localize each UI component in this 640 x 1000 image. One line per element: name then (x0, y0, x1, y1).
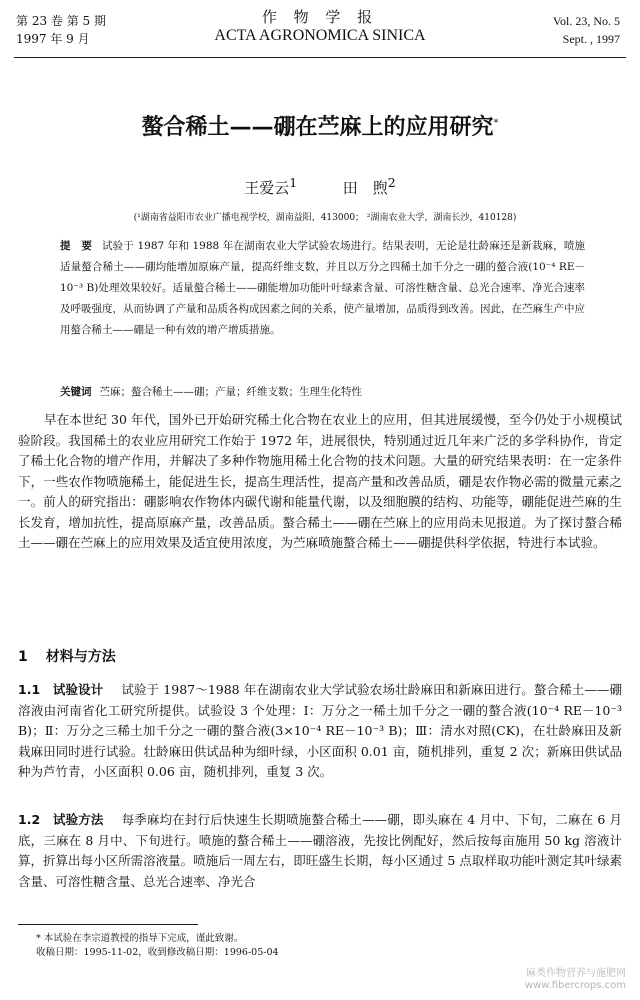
subsection-design (18, 680, 622, 783)
journal-header (0, 0, 640, 60)
intro-paragraph: 早在本世纪 30 年代，国外已开始研究稀土化合物在农业上的应用，但其进展缓慢，至今仍处于小规模试验阶段。我国稀土的农业应用研究工作始于 1972 年，进展很快，特别通过近几年来广泛的多学科协作，肯定了稀土化合物的增产作用，并解决了多种作物施用稀土化合物的技术问题。大量的研究结果表明：在一定条件下，一些农作物喷施稀土，能促进生长，提高生理活性，提高产量和改善品质，硼是农作物必需的微量元素之一。前人的研究指出：硼影响农作物体内碳代谢和能量代谢，以及细胞膜的结构、功能等，硼能促进苎麻的生长发育，增加抗性，提高原麻产量，改善品质。螯合稀土——硼在苎麻上的应用尚未见报道。为了探讨螯合稀土——硼在苎麻上的应用效果及适宜使用浓度，为苎麻喷施螯合稀土——硼提供科学依据，特进行本试验。 (18, 412, 622, 550)
author-name: 田 煦 (342, 179, 388, 197)
abstract-text: 试验于 1987 年和 1988 年在湖南农业大学试验农场进行。结果表明，无论是壮龄麻还是新栽麻，喷施适量螯合稀土——硼均能增加原麻产量，提高纤维支数，并且以万分之四稀土加千分之一硼的螯合液(10⁻⁴ RE－10⁻³ B)处理效果较好。适量螯合稀土——硼能增加功能叶叶绿素含量、可溶性糖含量、总光合速率、净光合速率及呼吸强度，从而协调了产量和品质各构成因素之间的关系，使产量增加，品质得到改善。因此，在苎麻生产中应用螯合稀土——硼是一种有效的增产增质措施。 (60, 240, 585, 336)
subsection-method (18, 810, 622, 892)
section-heading (18, 646, 116, 666)
watermark-url: www.fibercrops.com (524, 980, 626, 991)
affiliations: (¹湖南省益阳市农业广播电视学校，湖南益阳，413000； ²湖南农业大学，湖南长沙，410128) (133, 213, 517, 223)
subsection-text: 每季麻均在封行后快速生长期喷施螯合稀土——硼，即头麻在 4 月中、下旬，二麻在 6 月底，三麻在 8 月中、下旬进行。喷施的螯合稀土——硼溶液，先按比例配好，然后按每亩施用 50 kg 溶液计算，折算出每小区所需溶液量。喷施后一周左右，即旺盛生长期，每小区通过 5 点取样取功能叶测定其叶绿素含量、可溶性糖含量、总光合速率、净光合 (18, 812, 622, 889)
author-name: 王爱云 (244, 179, 290, 197)
abstract (60, 236, 585, 341)
section-title: 材料与方法 (45, 649, 116, 665)
header-right (553, 12, 620, 48)
subsection-heading: 1.1 试验设计 (18, 682, 104, 697)
journal-name-en: ACTA AGRONOMICA SINICA (214, 27, 426, 44)
watermark-name: 麻类作物营养与施肥网 (526, 968, 626, 979)
footnote-ack: * 本试验在李宗道教授的指导下完成，谨此致谢。 (36, 933, 244, 944)
section-number: 1 (18, 649, 28, 665)
keywords-label: 关键词 (60, 386, 92, 398)
subsection-text: 试验于 1987～1988 年在湖南农业大学试验农场壮龄麻田和新麻田进行。螯合稀土——硼溶液由河南省化工研究所提供。试验设 3 个处理：Ⅰ：万分之一稀土加千分之一硼的螯合液(10⁻⁴ RE－10⁻³ B)；Ⅱ：万分之三稀土加千分之一硼的螯合液(3×10⁻⁴ RE－10⁻³ B)；Ⅲ：清水对照(CK)，在壮龄麻田及新栽麻田同时进行试验。壮龄麻田供试品种为细叶绿，小区面积 0.01 亩，随机排列，重复 2 次；新麻田供试品种为芦竹青，小区面积 0.06 亩，随机排列，重复 3 次。 (18, 682, 622, 779)
paper-title (0, 110, 640, 141)
title-text: 螯合稀土——硼在苎麻上的应用研究 (141, 115, 494, 140)
keywords-text: 苎麻；螯合稀土——硼；产量；纤维支数；生理生化特性 (99, 386, 362, 398)
journal-name-cn: 作 物 学 报 (261, 8, 379, 26)
volume-en: Vol. 23, No. 5 (552, 14, 620, 28)
footnote (36, 932, 279, 960)
header-center (0, 8, 640, 46)
date-en: Sept. , 1997 (562, 32, 620, 46)
footnote-dates: 收稿日期：1995-11-02，收到修改稿日期：1996-05-04 (36, 947, 279, 958)
footnote-rule (18, 924, 198, 925)
author-affil-mark: 1 (289, 175, 298, 190)
keywords (60, 384, 585, 399)
title-footnote-mark: * (493, 117, 499, 129)
abstract-label: 提 要 (60, 240, 92, 252)
subsection-heading: 1.2 试验方法 (18, 812, 104, 827)
header-rule (14, 57, 626, 58)
watermark (525, 968, 626, 992)
date-cn: 1997 年 9 月 (16, 32, 90, 46)
author-affil-mark: 2 (387, 175, 396, 190)
volume-cn: 第 23 卷 第 5 期 (16, 14, 106, 28)
author-list (0, 175, 640, 198)
